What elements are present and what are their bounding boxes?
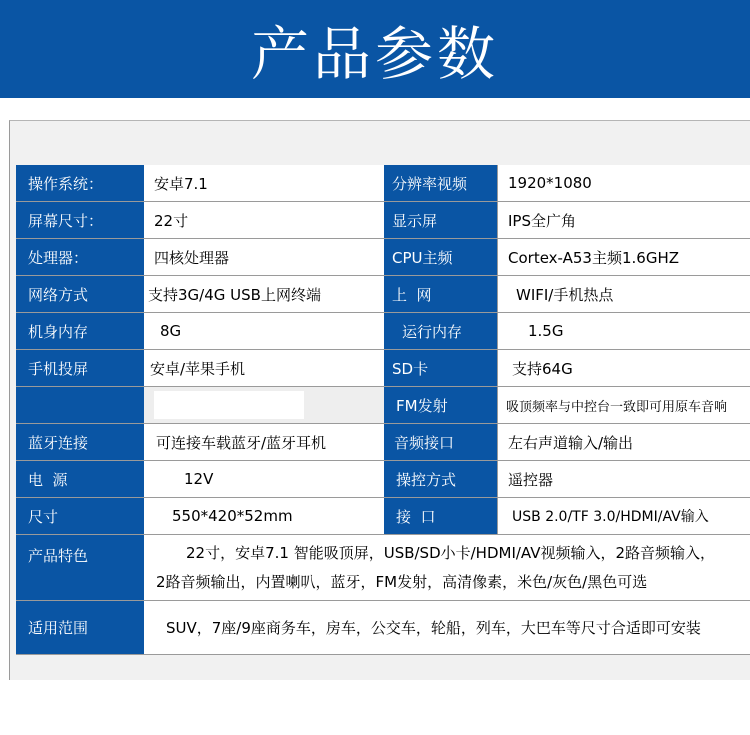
spec-value: 安卓7.1 (154, 174, 208, 193)
spec-label: 音频接口 (384, 424, 497, 460)
spec-value: IPS全广角 (497, 202, 750, 238)
spec-table (16, 165, 750, 655)
spec-row-os (16, 165, 750, 202)
spec-row-network (16, 276, 750, 313)
spec-value: 吸顶频率与中控台一致即可用原车音响 (497, 387, 750, 423)
spec-value: 遥控器 (497, 461, 750, 497)
spec-label: FM发射 (384, 387, 497, 423)
page-title: 产品参数 (250, 20, 499, 88)
spec-label: CPU主频 (384, 239, 497, 275)
features-line: 2路音频输出，内置喇叭，蓝牙，FM发射，高清像素，米色/灰色/黑色可选 (156, 572, 648, 591)
spec-value: Cortex-A53主频1.6GHZ (497, 239, 750, 275)
spec-value: 8G (160, 322, 182, 340)
spec-row-power (16, 461, 750, 498)
spec-label: 机身内存 (16, 313, 144, 349)
spec-row-screen-cast (16, 350, 750, 387)
spec-value: 支持64G (497, 350, 750, 386)
spec-value: 550*420*52mm (172, 507, 293, 525)
spec-label: 上 网 (384, 276, 497, 312)
spec-value: 支持3G/4G USB上网终端 (148, 285, 321, 304)
spec-label: 电 源 (16, 461, 144, 497)
spec-row-storage (16, 313, 750, 350)
spec-label: 接 口 (384, 498, 497, 534)
spec-row-screen-size (16, 202, 750, 239)
spec-label: 手机投屏 (16, 350, 144, 386)
spec-label: 运行内存 (384, 313, 497, 349)
spec-value (144, 387, 384, 423)
spec-label (16, 387, 144, 423)
spec-value: WIFI/手机热点 (497, 276, 750, 312)
spec-value: 可连接车载蓝牙/蓝牙耳机 (156, 433, 327, 452)
spec-label: 操控方式 (384, 461, 497, 497)
features-label: 产品特色 (16, 535, 144, 600)
spec-value: USB 2.0/TF 3.0/HDMI/AV输入 (497, 498, 750, 534)
spec-label: 显示屏 (384, 202, 497, 238)
spec-label: 尺寸 (16, 498, 144, 534)
blank-placeholder (154, 391, 304, 419)
spec-row-features (16, 535, 750, 601)
spec-value: 四核处理器 (154, 248, 230, 267)
spec-value: 1920*1080 (497, 165, 750, 201)
spec-label: 分辨率视频 (384, 165, 497, 201)
spec-label: 蓝牙连接 (16, 424, 144, 460)
spec-label: 操作系统： (16, 165, 144, 201)
header-banner (0, 0, 750, 98)
spec-row-size (16, 498, 750, 535)
features-line: 22寸，安卓7.1 智能吸顶屏，USB/SD小卡/HDMI/AV视频输入，2路音频输入， (186, 543, 716, 562)
spec-row-fm (16, 387, 750, 424)
spec-label: 处理器： (16, 239, 144, 275)
spec-value: 左右声道输入/输出 (497, 424, 750, 460)
range-value: SUV，7座/9座商务车，房车，公交车，轮船，列车，大巴车等尺寸合适即可安装 (166, 619, 701, 637)
spec-label: 屏幕尺寸： (16, 202, 144, 238)
spec-value: 22寸 (154, 211, 189, 230)
spec-value: 安卓/苹果手机 (150, 359, 246, 378)
range-label: 适用范围 (16, 601, 144, 654)
spec-label: 网络方式 (16, 276, 144, 312)
spec-row-processor (16, 239, 750, 276)
spec-label: SD卡 (384, 350, 497, 386)
spec-row-range (16, 601, 750, 655)
features-value (144, 535, 750, 600)
spec-value: 1.5G (497, 313, 750, 349)
spec-value: 12V (184, 470, 214, 488)
spec-row-bluetooth (16, 424, 750, 461)
